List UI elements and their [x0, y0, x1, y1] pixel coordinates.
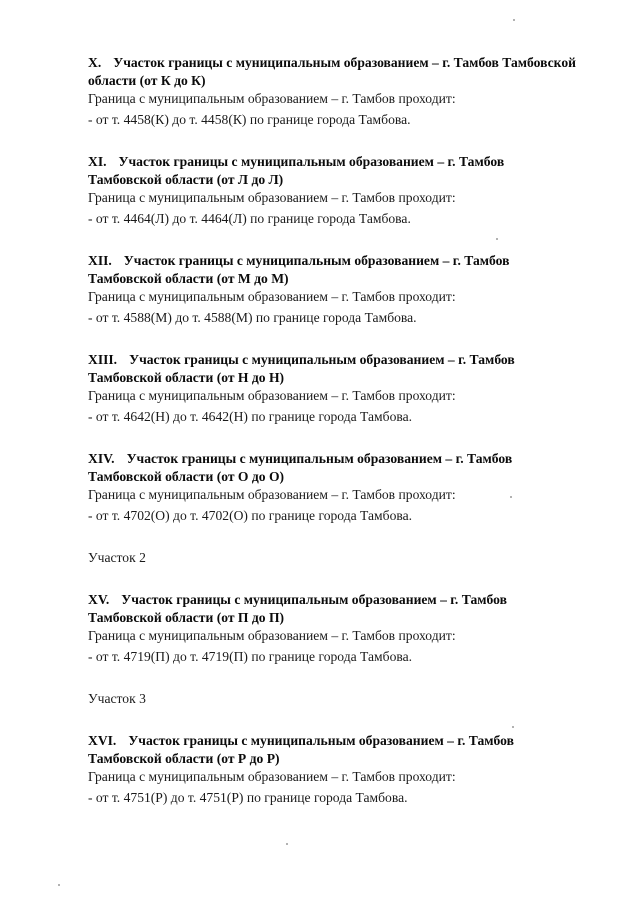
section-intro: Граница с муниципальным образованием – г. Тамбов проходит: — [88, 487, 456, 502]
section-number: XV. — [88, 592, 110, 607]
section-heading-line2: Тамбовской области (от Н до Н) — [88, 370, 285, 385]
section-heading — [88, 591, 608, 609]
scan-speck — [512, 726, 514, 728]
section-heading — [88, 732, 608, 750]
section-heading-line2: Тамбовской области (от О до О) — [88, 469, 285, 484]
section-heading-line1: Участок границы с муниципальным образованием – г. Тамбов — [126, 451, 513, 466]
scan-speck — [510, 496, 512, 498]
section-xiv — [88, 450, 608, 525]
part-label-3: Участок 3 — [88, 691, 146, 706]
section-number: XIII. — [88, 352, 118, 367]
section-route: - от т. 4588(М) до т. 4588(М) по границе города Тамбова. — [88, 310, 417, 325]
section-heading-line1: Участок границы с муниципальным образованием – г. Тамбов — [129, 352, 515, 367]
part-label-2: Участок 2 — [88, 550, 146, 565]
section-heading-line1: Участок границы с муниципальным образованием – г. Тамбов — [123, 253, 510, 268]
section-route: - от т. 4751(Р) до т. 4751(Р) по границе города Тамбова. — [88, 790, 408, 805]
section-heading-line2: Тамбовской области (от Р до Р) — [88, 751, 280, 766]
section-route: - от т. 4464(Л) до т. 4464(Л) по границе города Тамбова. — [88, 211, 411, 226]
section-number: XIV. — [88, 451, 115, 466]
section-route: - от т. 4458(К) до т. 4458(К) по границе города Тамбова. — [88, 112, 411, 127]
section-heading — [88, 153, 608, 171]
section-heading — [88, 450, 608, 468]
section-intro: Граница с муниципальным образованием – г. Тамбов проходит: — [88, 289, 456, 304]
section-route: - от т. 4719(П) до т. 4719(П) по границе города Тамбова. — [88, 649, 413, 664]
section-intro: Граница с муниципальным образованием – г. Тамбов проходит: — [88, 769, 456, 784]
scan-speck — [286, 843, 288, 845]
document-page — [88, 54, 608, 807]
section-xv — [88, 591, 608, 666]
section-heading — [88, 54, 608, 72]
section-heading-line2: области (от К до К) — [88, 73, 206, 88]
section-heading — [88, 252, 608, 270]
section-intro: Граница с муниципальным образованием – г. Тамбов проходит: — [88, 388, 456, 403]
section-number: XVI. — [88, 733, 117, 748]
section-xi — [88, 153, 608, 228]
scan-speck — [58, 884, 60, 886]
section-xiii — [88, 351, 608, 426]
section-intro: Граница с муниципальным образованием – г. Тамбов проходит: — [88, 91, 456, 106]
section-heading-line1: Участок границы с муниципальным образованием – г. Тамбов — [128, 733, 514, 748]
section-intro: Граница с муниципальным образованием – г. Тамбов проходит: — [88, 628, 456, 643]
section-heading — [88, 351, 608, 369]
scan-speck — [513, 19, 515, 21]
section-route: - от т. 4702(О) до т. 4702(О) по границе города Тамбова. — [88, 508, 413, 523]
section-number: XII. — [88, 253, 112, 268]
section-intro: Граница с муниципальным образованием – г. Тамбов проходит: — [88, 190, 456, 205]
section-heading-line1: Участок границы с муниципальным образованием – г. Тамбов — [118, 154, 505, 169]
section-number: X. — [88, 55, 102, 70]
section-number: XI. — [88, 154, 107, 169]
section-xii — [88, 252, 608, 327]
scan-speck — [496, 238, 498, 240]
section-x — [88, 54, 608, 129]
section-heading-line2: Тамбовской области (от М до М) — [88, 271, 289, 286]
section-heading-line2: Тамбовской области (от П до П) — [88, 610, 285, 625]
section-heading-line2: Тамбовской области (от Л до Л) — [88, 172, 284, 187]
section-heading-line1: Участок границы с муниципальным образованием – г. Тамбов Тамбовской — [113, 55, 576, 70]
section-route: - от т. 4642(Н) до т. 4642(Н) по границе города Тамбова. — [88, 409, 413, 424]
section-heading-line1: Участок границы с муниципальным образованием – г. Тамбов — [121, 592, 507, 607]
section-xvi — [88, 732, 608, 807]
